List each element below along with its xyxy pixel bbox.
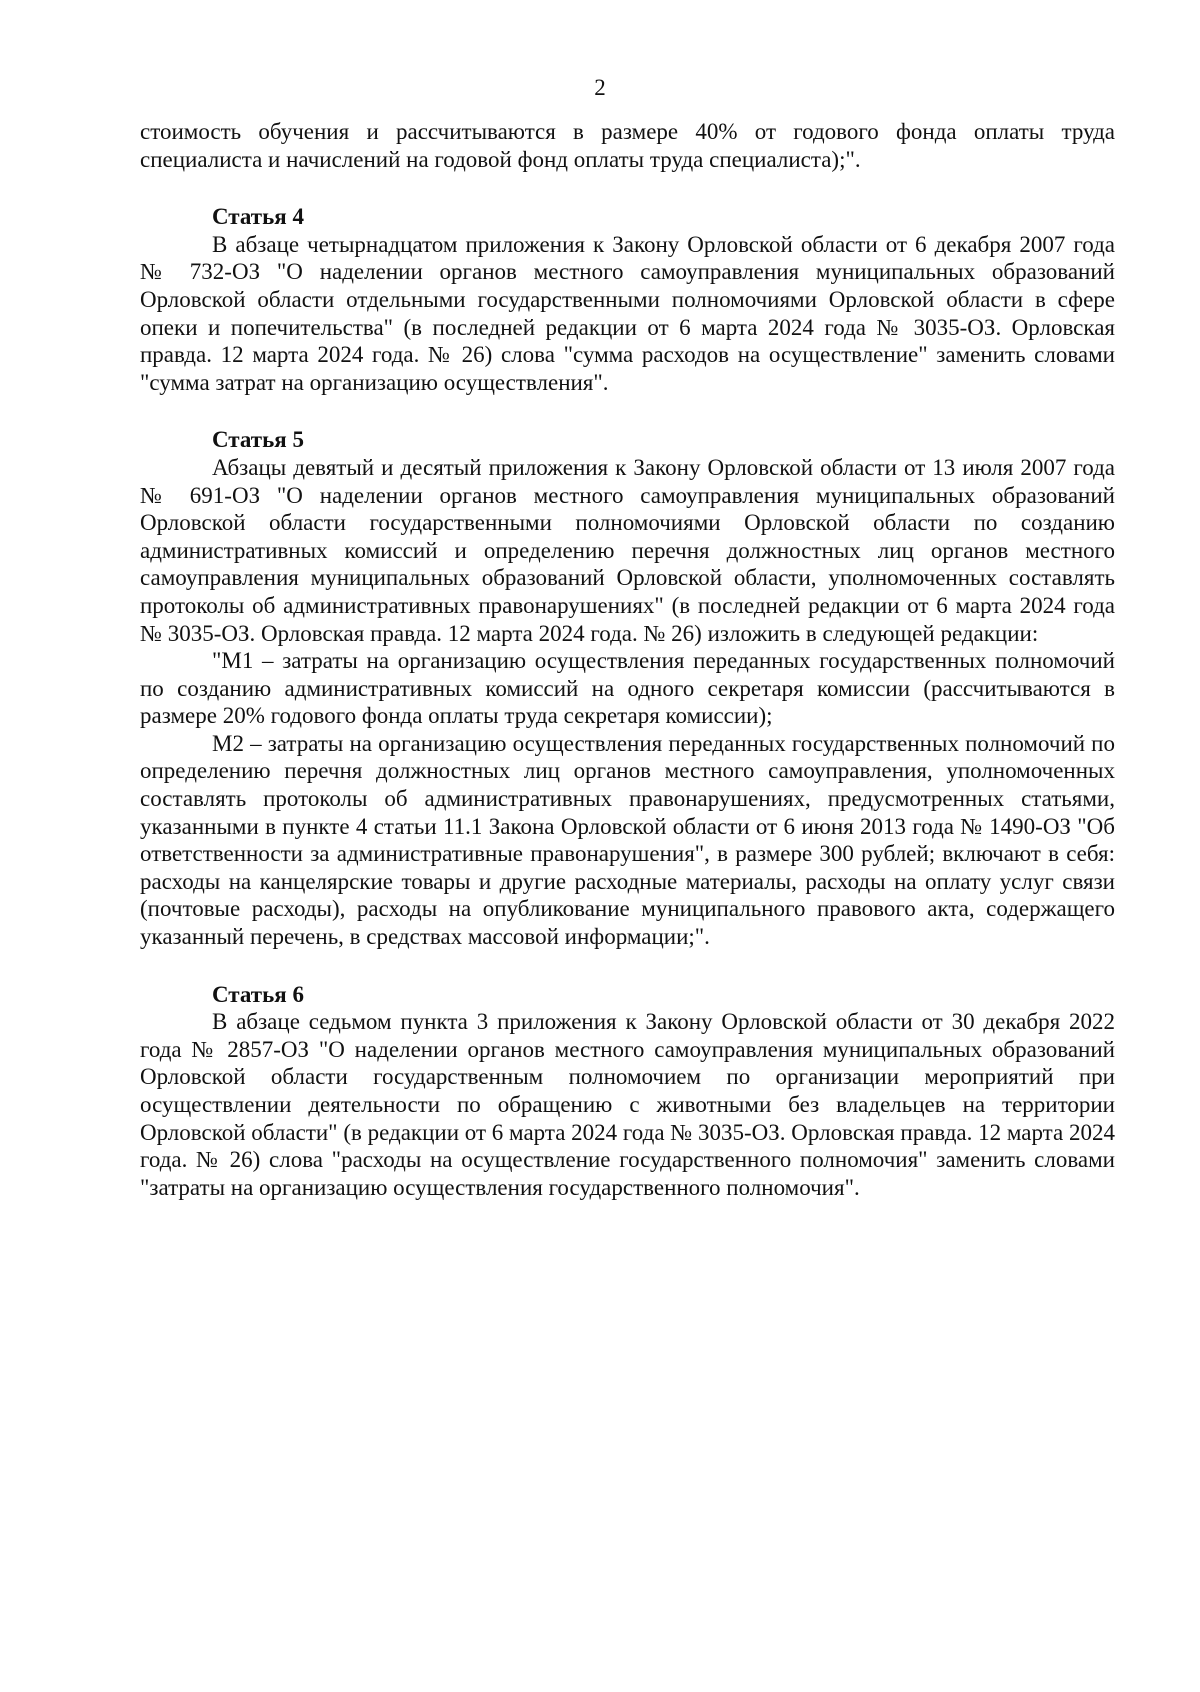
article-paragraph: В абзаце седьмом пункта 3 приложения к Закону Орловской области от 30 декабря 2022 года № 2857-ОЗ "О наделении органов местного самоуправления муниципальных образований Орловской области государственным полномочием по организации мероприятий при осуществлении деятельности по обращению с животными без владельцев на территории Орловской области" (в редакции от 6 марта 2024 года № 3035-ОЗ. Орловская правда. 12 марта 2024 года. № 26) слова "расходы на осуществление государственного полномочия" заменить словами "затраты на организацию осуществления государственного полномочия". [140, 1009, 1115, 1200]
article-paragraph: Абзацы девятый и десятый приложения к Закону Орловской области от 13 июля 2007 года № 691-ОЗ "О наделении органов местного самоуправления муниципальных образований Орловской области государственными полномочиями Орловской области по созданию административных комиссий и определению перечня должностных лиц органов местного самоуправления муниципальных образований Орловской области, уполномоченных составлять протоколы об административных правонарушениях" (в последней редакции от 6 марта 2024 года № 3035-ОЗ. Орловская правда. 12 марта 2024 года. № 26) изложить в следующей редакции: [140, 454, 1115, 646]
article-title: Статья 4 [212, 204, 304, 230]
document-body [140, 118, 1115, 1201]
article-4 [140, 203, 1115, 396]
page-number: 2 [594, 75, 606, 100]
article-5 [140, 426, 1115, 950]
article-title: Статья 5 [212, 427, 304, 453]
article-title: Статья 6 [212, 981, 304, 1007]
article-paragraph-m2: М2 – затраты на организацию осуществления переданных государственных полномочий по определению перечня должностных лиц органов местного самоуправления, уполномоченных составлять протоколы об административных правонарушениях, предусмотренных статьями, указанными в пункте 4 статьи 11.1 Закона Орловской области от 6 июня 2013 года № 1490-ОЗ "Об ответственности за административные правонарушения", в размере 300 рублей; включают в себя: расходы на канцелярские товары и другие расходные материалы, расходы на оплату услуг связи (почтовые расходы), расходы на опубликование муниципального правового акта, содержащего указанный перечень, в средствах массовой информации;". [140, 730, 1115, 950]
intro-paragraph: стоимость обучения и рассчитываются в размере 40% от годового фонда оплаты труда специалиста и начислений на годовой фонд оплаты труда специалиста);". [140, 119, 1115, 172]
article-paragraph-m1: "М1 – затраты на организацию осуществления переданных государственных полномочий по созданию административных комиссий на одного секретаря комиссии (рассчитываются в размере 20% годового фонда оплаты труда секретаря комиссии); [140, 648, 1115, 729]
article-6 [140, 981, 1115, 1202]
article-paragraph: В абзаце четырнадцатом приложения к Закону Орловской области от 6 декабря 2007 года № 732-ОЗ "О наделении органов местного самоуправления муниципальных образований Орловской области отдельными государственными полномочиями Орловской области в сфере опеки и попечительства" (в последней редакции от 6 марта 2024 года № 3035-ОЗ. Орловская правда. 12 марта 2024 года. № 26) слова "сумма расходов на осуществление" заменить словами "сумма затрат на организацию осуществления". [140, 231, 1115, 395]
